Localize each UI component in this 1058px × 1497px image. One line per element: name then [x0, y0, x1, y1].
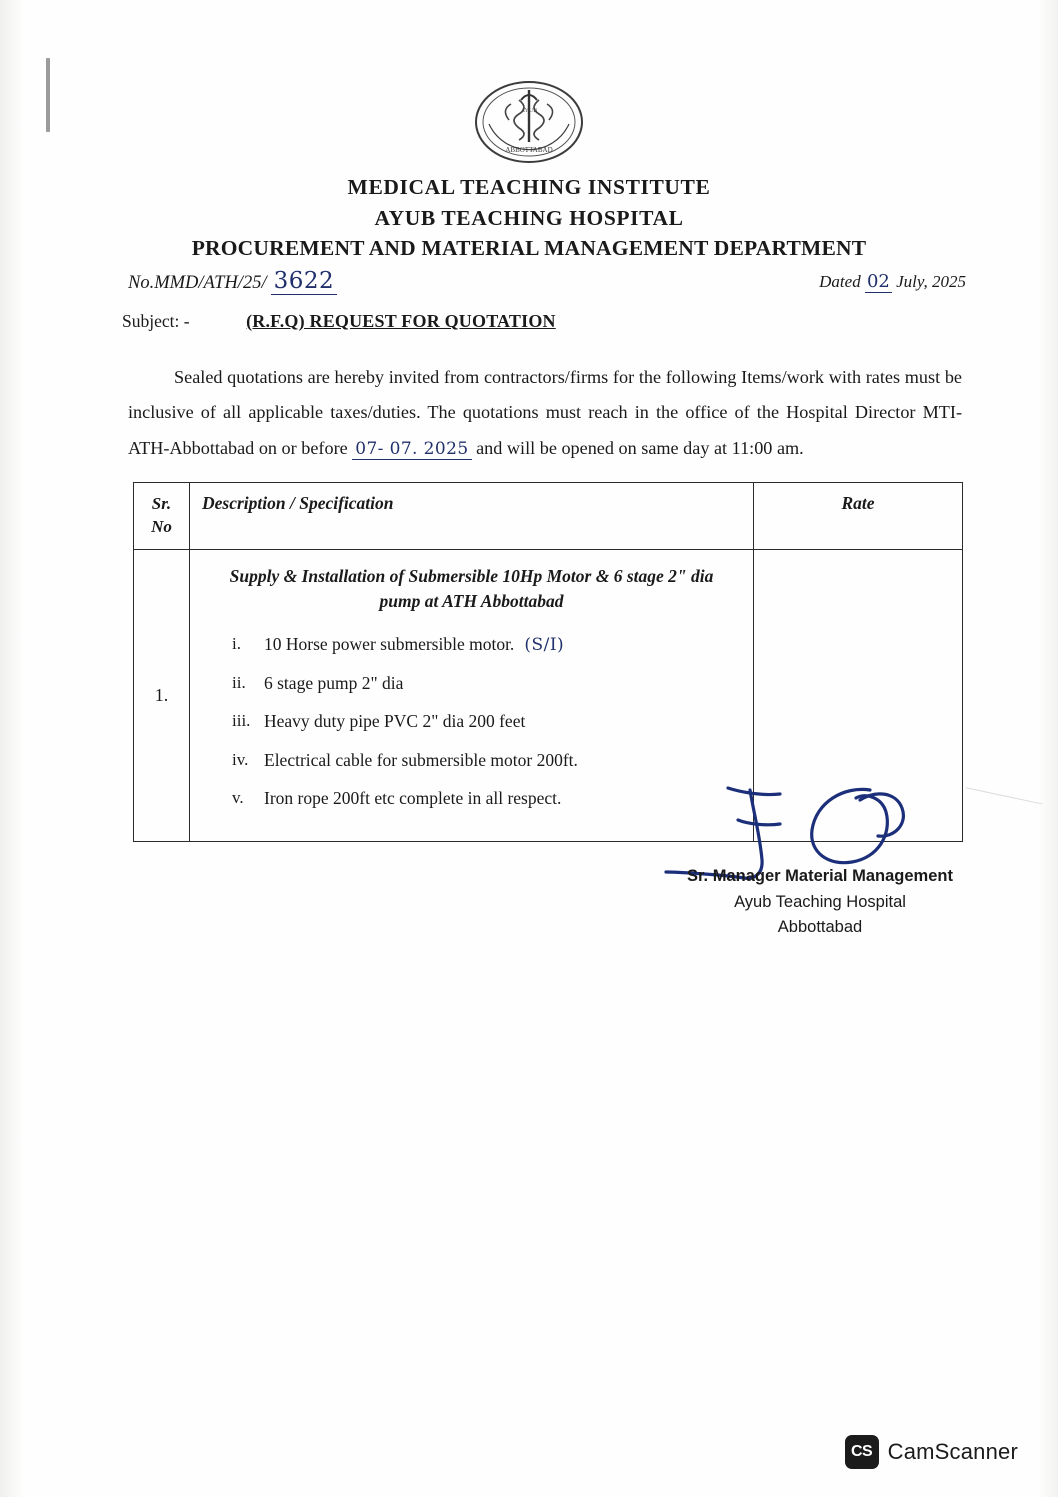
- date-day-handwritten: 02: [866, 271, 890, 292]
- sub-item-text: Iron rope 200ft etc complete in all respect.: [264, 787, 562, 808]
- reference-number-handwritten: 3622: [271, 268, 338, 295]
- date-month-year: July, 2025: [896, 272, 966, 291]
- subject-value: (R.F.Q) REQUEST FOR QUOTATION: [246, 311, 556, 331]
- sub-item-number: iii.: [232, 711, 251, 731]
- svg-text:AYUB: AYUB: [520, 108, 538, 114]
- camscanner-label: CamScanner: [887, 1439, 1018, 1464]
- scan-artifact-mark: [46, 58, 50, 132]
- svg-text:ABBOTTABAD: ABBOTTABAD: [505, 146, 553, 154]
- reference-and-date-row: [128, 268, 966, 298]
- hospital-caduceus-emblem-icon: [471, 78, 587, 164]
- document-date: [819, 271, 966, 292]
- sub-item-number: ii.: [232, 673, 246, 693]
- list-item: [206, 631, 737, 659]
- list-item: [206, 670, 737, 696]
- body-text-part-2: and will be opened on same day at 11:00 am.: [476, 437, 804, 458]
- table-header-description: Description / Specification: [190, 483, 754, 549]
- deadline-date-handwritten: 07- 07. 2025: [352, 439, 471, 460]
- signatory-title: Sr. Manager Material Management: [687, 867, 953, 885]
- subject-row: [122, 311, 556, 332]
- sub-item-text: 10 Horse power submersible motor. (S/I): [264, 633, 565, 655]
- signature-caption: [620, 864, 1020, 941]
- list-item: [206, 708, 737, 734]
- sub-item-text: Heavy duty pipe PVC 2" dia 200 feet: [264, 711, 526, 732]
- sub-item-number: iv.: [232, 749, 249, 769]
- signature-block: [620, 768, 1020, 958]
- item-title: Supply & Installation of Submersible 10Hp Motor & 6 stage 2" dia pump at ATH Abbottabad: [229, 565, 714, 612]
- date-label: Dated: [819, 272, 861, 291]
- signatory-organization: Ayub Teaching Hospital: [734, 892, 906, 911]
- body-paragraph: [128, 360, 962, 466]
- body-text-part-1: Sealed quotations are hereby invited from contractors/firms for the following Items/work with rates must be inclusive of all applicable taxes/duties. The quotations must reach in the office of the Hospital Director MTI-ATH-Abbottabad on or before: [128, 367, 962, 458]
- org-name-line-1: MEDICAL TEACHING INSTITUTE: [347, 175, 711, 199]
- reference-number: [128, 268, 337, 294]
- subject-label: Subject: -: [122, 311, 190, 331]
- sub-item-text: 6 stage pump 2" dia: [264, 673, 404, 694]
- sub-item-number: v.: [232, 787, 244, 807]
- camscanner-watermark: [845, 1435, 1018, 1469]
- table-header-sr-no-line1: Sr.: [151, 494, 172, 513]
- camscanner-badge-icon: CS: [845, 1435, 879, 1469]
- reference-prefix: No.MMD/ATH/25/: [128, 273, 267, 293]
- signatory-location: Abbottabad: [777, 918, 863, 937]
- table-header-sr-no: [134, 483, 190, 549]
- table-cell-sr-no: 1.: [134, 550, 190, 841]
- sub-item-number: i.: [232, 633, 241, 653]
- table-header-rate: Rate: [841, 493, 875, 513]
- table-header-row: [134, 483, 962, 550]
- sub-item-annotation-handwritten: (S/I): [524, 634, 565, 655]
- document-header: [0, 172, 1058, 264]
- org-name-line-2: AYUB TEACHING HOSPITAL: [374, 205, 684, 230]
- sub-item-text: Electrical cable for submersible motor 200ft.: [264, 749, 578, 770]
- table-header-sr-no-line2: No: [151, 516, 172, 536]
- org-department-line: PROCUREMENT AND MATERIAL MANAGEMENT DEPARTMENT: [191, 236, 867, 261]
